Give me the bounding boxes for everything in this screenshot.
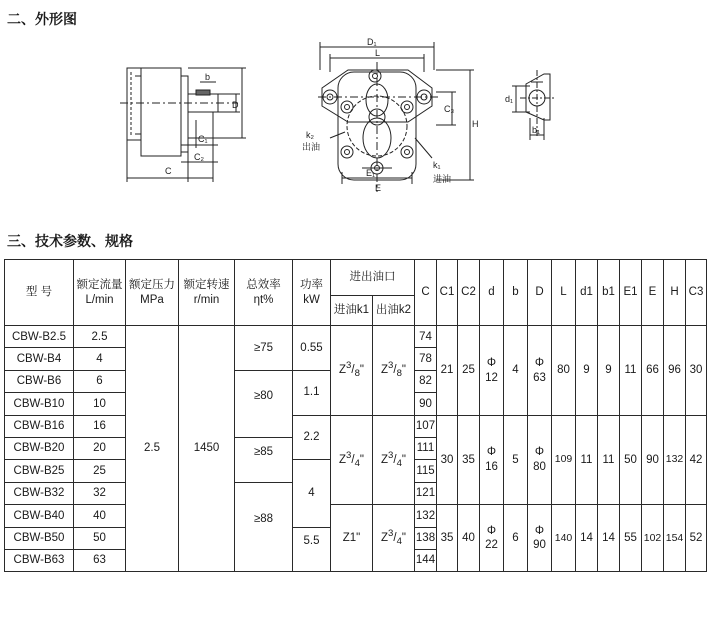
model-cell: CBW-B16 xyxy=(5,415,74,437)
c-cell: 78 xyxy=(415,348,437,370)
b1-cell: 14 xyxy=(598,505,620,572)
hdr-efficiency: 总效率 ηt% xyxy=(235,260,293,326)
flow-cell: 50 xyxy=(74,527,126,549)
model-cell: CBW-B2.5 xyxy=(5,326,74,348)
C3-cell: 30 xyxy=(686,326,707,416)
c2-cell: 35 xyxy=(458,415,480,505)
hdr-d: d xyxy=(480,260,504,326)
H-cell: 154 xyxy=(664,505,686,572)
E1-cell: 55 xyxy=(620,505,642,572)
hdr-H: H xyxy=(664,260,686,326)
C3-cell: 52 xyxy=(686,505,707,572)
port-k1-label: k₁ xyxy=(433,160,441,170)
E-cell: 102 xyxy=(642,505,664,572)
table-row xyxy=(5,415,707,437)
model-cell: CBW-B50 xyxy=(5,527,74,549)
power-cell: 0.55 xyxy=(293,326,331,371)
model-cell: CBW-B40 xyxy=(5,505,74,527)
flow-cell: 6 xyxy=(74,370,126,392)
b-cell: 4 xyxy=(504,326,528,416)
c1-cell: 21 xyxy=(437,326,458,416)
eff-cell: ≥85 xyxy=(235,437,293,482)
c1-cell: 35 xyxy=(437,505,458,572)
b1-cell: 11 xyxy=(598,415,620,505)
dim-C1: C₁ xyxy=(198,134,208,144)
b-cell: 5 xyxy=(504,415,528,505)
hdr-D: D xyxy=(528,260,552,326)
table-row xyxy=(5,505,707,527)
front-view xyxy=(318,42,474,192)
c-cell: 144 xyxy=(415,549,437,571)
hdr-b: b xyxy=(504,260,528,326)
flow-cell: 16 xyxy=(74,415,126,437)
flow-cell: 20 xyxy=(74,437,126,459)
hdr-E1: E1 xyxy=(620,260,642,326)
hdr-E: E xyxy=(642,260,664,326)
dim-C3: C₃ xyxy=(444,104,455,114)
d-cell: Φ 12 xyxy=(480,326,504,416)
model-cell: CBW-B32 xyxy=(5,482,74,504)
flow-cell: 25 xyxy=(74,460,126,482)
H-cell: 96 xyxy=(664,326,686,416)
model-cell: CBW-B20 xyxy=(5,437,74,459)
eff-cell: ≥80 xyxy=(235,370,293,437)
hdr-d1: d1 xyxy=(576,260,598,326)
section-title-specs: 三、技术参数、规格 xyxy=(7,234,133,250)
port-inlet-label: 进油 xyxy=(433,174,452,184)
L-cell: 109 xyxy=(552,415,576,505)
dim-D: D xyxy=(232,100,239,110)
D-cell: Φ 80 xyxy=(528,415,552,505)
c1-cell: 30 xyxy=(437,415,458,505)
section-title-outline: 二、外形图 xyxy=(7,12,77,28)
port-k2-cell: $Z^3/_4$" xyxy=(373,415,415,505)
model-cell: CBW-B4 xyxy=(5,348,74,370)
E-cell: 90 xyxy=(642,415,664,505)
c2-cell: 40 xyxy=(458,505,480,572)
hdr-L: L xyxy=(552,260,576,326)
model-cell: CBW-B63 xyxy=(5,549,74,571)
C3-cell: 42 xyxy=(686,415,707,505)
d1-cell: 11 xyxy=(576,415,598,505)
hdr-C3: C3 xyxy=(686,260,707,326)
hdr-k1: 进油k1 xyxy=(331,296,373,326)
hdr-ports: 进出油口 xyxy=(331,260,415,296)
eff-cell: ≥88 xyxy=(235,482,293,572)
c-cell: 115 xyxy=(415,460,437,482)
model-cell: CBW-B6 xyxy=(5,370,74,392)
table-row xyxy=(5,326,707,348)
hdr-pressure: 额定压力 MPa xyxy=(126,260,179,326)
dim-b1: b₁ xyxy=(532,125,541,135)
E1-cell: 11 xyxy=(620,326,642,416)
c-cell: 107 xyxy=(415,415,437,437)
hdr-k2: 出油k2 xyxy=(373,296,415,326)
dim-H: H xyxy=(472,119,479,129)
dim-L: L xyxy=(375,48,381,58)
dim-C2: C₂ xyxy=(194,152,204,162)
b1-cell: 9 xyxy=(598,326,620,416)
power-cell: 1.1 xyxy=(293,370,331,415)
E-cell: 66 xyxy=(642,326,664,416)
c-cell: 82 xyxy=(415,370,437,392)
flow-cell: 63 xyxy=(74,549,126,571)
port-k1-cell: $Z^3/_4$" xyxy=(331,415,373,505)
hdr-flow: 额定流量 L/min xyxy=(74,260,126,326)
hdr-C2: C2 xyxy=(458,260,480,326)
D-cell: Φ 63 xyxy=(528,326,552,416)
flow-cell: 2.5 xyxy=(74,326,126,348)
port-outlet-label: 出油 xyxy=(302,142,321,152)
L-cell: 140 xyxy=(552,505,576,572)
dim-d1: d₁ xyxy=(505,94,514,104)
c-cell: 111 xyxy=(415,437,437,459)
flow-cell: 40 xyxy=(74,505,126,527)
flow-cell: 4 xyxy=(74,348,126,370)
hdr-C: C xyxy=(415,260,437,326)
hdr-b1: b1 xyxy=(598,260,620,326)
power-cell: 5.5 xyxy=(293,527,331,572)
c-cell: 132 xyxy=(415,505,437,527)
D-cell: Φ 90 xyxy=(528,505,552,572)
hdr-C1: C1 xyxy=(437,260,458,326)
port-k2-cell: $Z^3/_4$" xyxy=(373,505,415,572)
side-view xyxy=(120,68,246,182)
c-cell: 138 xyxy=(415,527,437,549)
dim-C: C xyxy=(165,166,172,176)
port-k1-cell: $Z^3/_8$" xyxy=(331,326,373,416)
hdr-power: 功率 kW xyxy=(293,260,331,326)
model-cell: CBW-B25 xyxy=(5,460,74,482)
dim-b: b xyxy=(205,72,211,82)
H-cell: 132 xyxy=(664,415,686,505)
hdr-model: 型 号 xyxy=(5,260,74,326)
b-cell: 6 xyxy=(504,505,528,572)
c-cell: 74 xyxy=(415,326,437,348)
hdr-speed: 额定转速 r/min xyxy=(179,260,235,326)
d-cell: Φ 16 xyxy=(480,415,504,505)
pressure-cell: 2.5 xyxy=(126,326,179,572)
flow-cell: 32 xyxy=(74,482,126,504)
port-k2-cell: $Z^3/_8$" xyxy=(373,326,415,416)
L-cell: 80 xyxy=(552,326,576,416)
c-cell: 121 xyxy=(415,482,437,504)
c2-cell: 25 xyxy=(458,326,480,416)
dim-E1: E₁ xyxy=(366,168,376,178)
d-cell: Φ 22 xyxy=(480,505,504,572)
power-cell: 2.2 xyxy=(293,415,331,460)
model-cell: CBW-B10 xyxy=(5,393,74,415)
port-k1-cell: Z1" xyxy=(331,505,373,572)
dim-D1: D₁ xyxy=(367,37,377,47)
eff-cell: ≥75 xyxy=(235,326,293,371)
d1-cell: 14 xyxy=(576,505,598,572)
spec-table xyxy=(4,259,707,572)
power-cell: 4 xyxy=(293,460,331,527)
dim-E: E xyxy=(375,183,382,193)
flow-cell: 10 xyxy=(74,393,126,415)
outline-drawing xyxy=(0,0,699,230)
E1-cell: 50 xyxy=(620,415,642,505)
c-cell: 90 xyxy=(415,393,437,415)
d1-cell: 9 xyxy=(576,326,598,416)
port-k2-label: k₂ xyxy=(306,130,314,140)
speed-cell: 1450 xyxy=(179,326,235,572)
